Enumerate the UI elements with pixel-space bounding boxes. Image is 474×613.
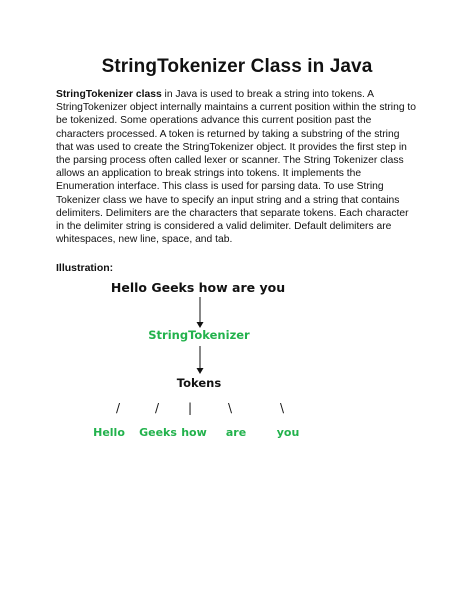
illustration-label: Illustration: bbox=[56, 262, 114, 274]
connector-glyph: \ bbox=[279, 401, 285, 415]
token-hello: Hello bbox=[93, 426, 125, 439]
connector-row bbox=[116, 401, 285, 415]
diagram-tokenizer-label: StringTokenizer bbox=[148, 328, 250, 342]
diagram-input-string: Hello Geeks how are you bbox=[110, 280, 286, 295]
token-are: are bbox=[225, 426, 247, 439]
paragraph-text: in Java is used to break a string into tokens. A StringTokenizer object internally maintains a current position within the string to be tokenized. Some operations advance this current position past the characters processed. A token is returned by taking a substring of the string that was used to create the StringTokenizer object. It provides the first step in the parsing process often called lexer or scanner. The String Tokenizer class allows an application to break strings into tokens. It implements the Enumeration interface. This class is used for parsing data. To use String Tokenizer class we have to specify an input string and a string that contains delimiters. Delimiters are the characters that separate tokens. Each character in the delimiter string is considered a valid delimiter. Default delimiters are whitespaces, new line, space, and tab. bbox=[56, 89, 416, 246]
paragraph-lead: StringTokenizer class bbox=[56, 89, 162, 100]
connector-glyph: \ bbox=[227, 401, 233, 415]
token-you: you bbox=[276, 426, 300, 439]
token-how: how bbox=[181, 426, 207, 439]
diagram-tokens-heading: Tokens bbox=[176, 376, 222, 390]
connector-glyph: | bbox=[187, 401, 193, 415]
connector-glyph: / bbox=[154, 401, 160, 415]
connector-glyph: / bbox=[115, 401, 121, 415]
page-title: StringTokenizer Class in Java bbox=[101, 56, 373, 77]
token-row bbox=[93, 426, 299, 439]
arrow-head-2 bbox=[197, 368, 204, 374]
token-geeks: Geeks bbox=[139, 426, 177, 439]
